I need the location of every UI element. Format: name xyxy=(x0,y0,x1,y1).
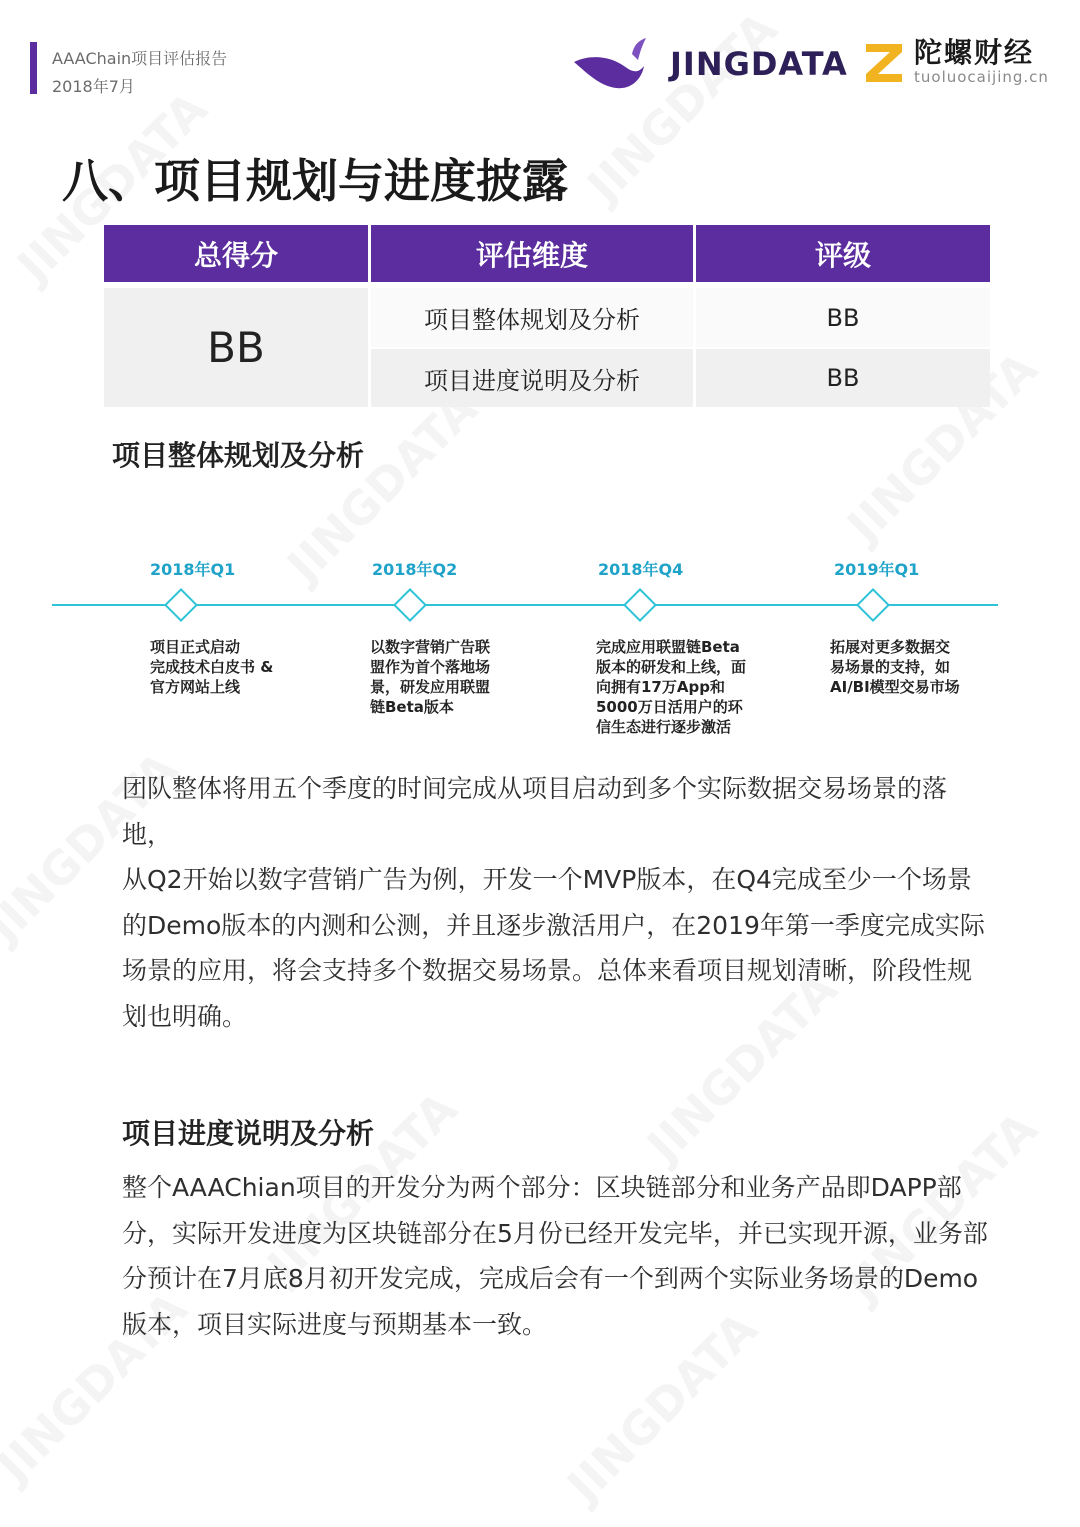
progress-paragraph: 整个AAAChian项目的开发分为两个部分：区块链部分和业务产品即DAPP部分，实际开发进度为区块链部分在5月份已经开发完毕，并已实现开源，业务部分预计在7月底8月初开发完成，完成后会有一个到两个实际业务场景的Demo版本，项目实际进度与预期基本一致。 xyxy=(122,1173,988,1339)
table-cell-dimension: 项目进度说明及分析 xyxy=(371,349,693,407)
plan-paragraph: 团队整体将用五个季度的时间完成从项目启动到多个实际数据交易场景的落地， 从Q2开始以数字营销广告为例，开发一个MVP版本，在Q4完成至少一个场景的Demo版本的内测和公测，并且逐步激活用户，在2019年第一季度完成实际场景的应用，将会支持多个数据交易场景。总体来看项目规划清晰，阶段性规划也明确。 xyxy=(122,774,985,1031)
header-accent-bar xyxy=(30,42,37,94)
jingdata-brand-name: JINGDATA xyxy=(670,45,848,83)
report-date: 2018年7月 xyxy=(52,77,135,96)
table-cell-rating: BB xyxy=(696,349,990,407)
jingdata-brand xyxy=(572,36,848,92)
z-logo-icon xyxy=(862,40,906,84)
plan-heading: 项目整体规划及分析 xyxy=(112,439,365,472)
table-header-total-score: 总得分 xyxy=(104,225,368,282)
whale-logo-icon xyxy=(572,36,648,92)
timeline-period: 2018年Q2 xyxy=(372,560,458,579)
table-header-dimension: 评估维度 xyxy=(371,225,693,282)
timeline-period: 2019年Q1 xyxy=(834,560,920,579)
total-score-value: BB xyxy=(104,288,368,407)
timeline-desc: 拓展对更多数据交 易场景的支持，如 AI/BI模型交易市场 xyxy=(830,638,960,696)
progress-heading: 项目进度说明及分析 xyxy=(122,1117,375,1150)
timeline-diamond-icon xyxy=(165,589,196,620)
tuoluo-brand-name: 陀螺财经 xyxy=(914,36,1035,69)
timeline-diamond-icon xyxy=(394,589,425,620)
tuoluo-brand xyxy=(862,38,1049,86)
table-cell-dimension: 项目整体规划及分析 xyxy=(371,288,693,347)
report-title: AAAChain项目评估报告 xyxy=(52,49,228,68)
timeline-desc: 以数字营销广告联 盟作为首个落地场 景，研发应用联盟 链Beta版本 xyxy=(370,638,491,716)
timeline-desc: 完成应用联盟链Beta 版本的研发和上线，面 向拥有17万App和 5000万日活用户的环 信生态进行逐步激活 xyxy=(596,638,747,736)
timeline-diamond-icon xyxy=(857,589,888,620)
table-header-rating: 评级 xyxy=(696,225,990,282)
tuoluo-brand-url: tuoluocaijing.cn xyxy=(914,68,1049,86)
table-cell-rating: BB xyxy=(696,288,990,347)
timeline-period: 2018年Q1 xyxy=(150,560,236,579)
section-title: 八、项目规划与进度披露 xyxy=(62,154,568,208)
timeline-desc: 项目正式启动 完成技术白皮书 & 官方网站上线 xyxy=(150,638,274,696)
timeline-period: 2018年Q4 xyxy=(598,560,684,579)
timeline-diamond-icon xyxy=(624,589,655,620)
